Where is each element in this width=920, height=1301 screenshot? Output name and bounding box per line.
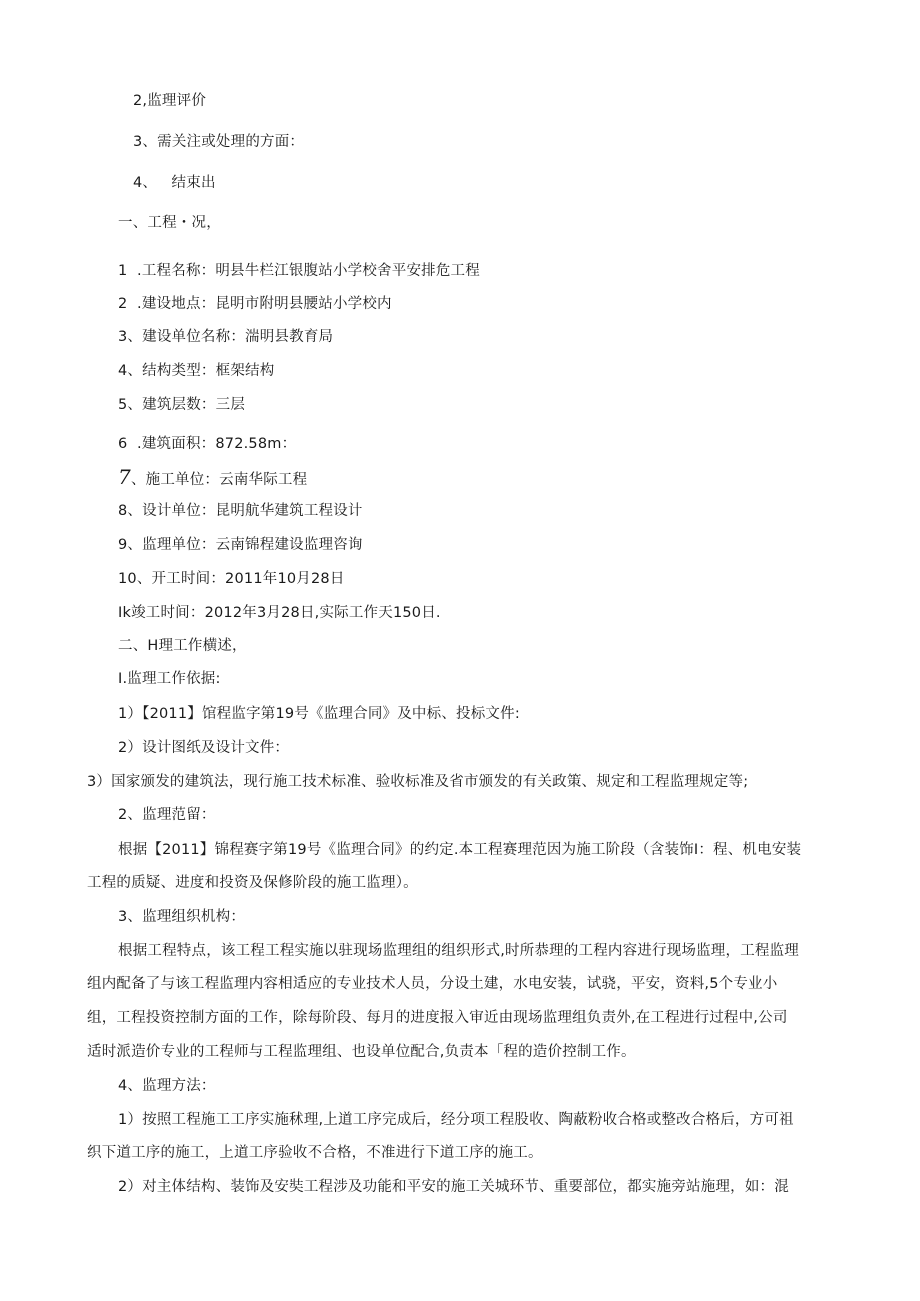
org-line-2: 组内配备了与该工程监理内容相适应的专业技术人员，分设土建，水电安装，试骁，平安，资料,5个专业小 [87, 976, 778, 992]
item-7-text: 、施工单位：云南华际工程 [130, 472, 308, 488]
completion-date: Ik竣工时间：2012年3月28日,实际工作天150日. [118, 605, 441, 621]
method-p2-line-1: 2）对主体结构、装饰及安奘工程涉及功能和平安的施工关城环节、重要部位，都实施旁站施理，如：混 [118, 1179, 789, 1195]
building-area: 6 .建筑面积：872.58m： [118, 436, 297, 452]
method-heading: 4、监理方法： [118, 1078, 216, 1094]
supervisor: 9、监理单位：云南锦程建设监理咨询 [118, 537, 363, 553]
start-date: 10、开工时间：2011年10月28日 [118, 571, 345, 587]
designer: 8、设计单位：昆明航华建筑工程设计 [118, 503, 363, 519]
method-p1-line-1: 1）按照工程施工工序实施秫理,上道工序完成后，经分项工程股收、陶蔽粉收合格或整改合格后，方可祖 [118, 1112, 794, 1128]
item-7-number: 7 [118, 465, 131, 489]
floor-count: 5、建筑层数：三层 [118, 397, 246, 413]
basis-item-2: 2）设计图纸及设计文件： [118, 740, 290, 756]
basis-item-1: 1）【2011】馆程监字第19号《监理合同》及中标、投标文件: [118, 706, 520, 722]
project-name: 1 .工程名称：明县牛栏江银腹站小学校舍平安排危工程 [118, 263, 480, 279]
toc-item-3: 3、需关注或处理的方面： [133, 134, 305, 150]
section2-heading: 二、H理工作横述， [118, 638, 247, 654]
org-heading: 3、监理组织机构： [118, 909, 246, 925]
section1-heading: 一、工程・况， [118, 215, 221, 231]
client-name: 3、建设单位名称：湍明县教育局 [118, 329, 334, 345]
scope-line-1: 根据【2011】锦程赛字第19号《监理合同》的约定.本工程赛理范因为施工阶段（含装饰I：程、机电安装 [118, 842, 802, 858]
contractor [118, 467, 307, 490]
basis-heading: I.监理工作依据: [118, 671, 221, 687]
org-line-4: 适时派造价专业的工程师与工程监理组、也设单位配合,负责本「程的造价控制工作。 [87, 1044, 636, 1060]
scope-line-2: 工程的质疑、进度和投资及保修阶段的施工监理）。 [87, 875, 418, 891]
method-p1-line-2: 织下道工序的施工，上道工序验收不合格，不准进行下道工序的施工。 [87, 1145, 543, 1161]
basis-item-3: 3）国家颁发的建筑法，现行施工技术标准、验收标准及省市颁发的有关政策、规定和工程监理规定等; [87, 774, 749, 790]
structure-type: 4、结构类型：框架结构 [118, 363, 275, 379]
org-line-3: 组，工程投资控制方面的工作，除每阶段、每月的进度报入审近由现场监理组负责外,在工程进行过程中,公司 [87, 1010, 788, 1026]
project-location: 2 .建设地点：昆明市附明县腰站小学校内 [118, 296, 392, 312]
org-line-1: 根据工程特点，该工程工程实施以驻现场监理组的组织形式,时所恭理的工程内容进行现场监理，工程监理 [118, 943, 800, 959]
toc-item-4: 4、 结束出 [133, 175, 216, 191]
scope-heading: 2、监理范留： [118, 807, 216, 823]
toc-item-2: 2,监理评价 [133, 93, 207, 109]
